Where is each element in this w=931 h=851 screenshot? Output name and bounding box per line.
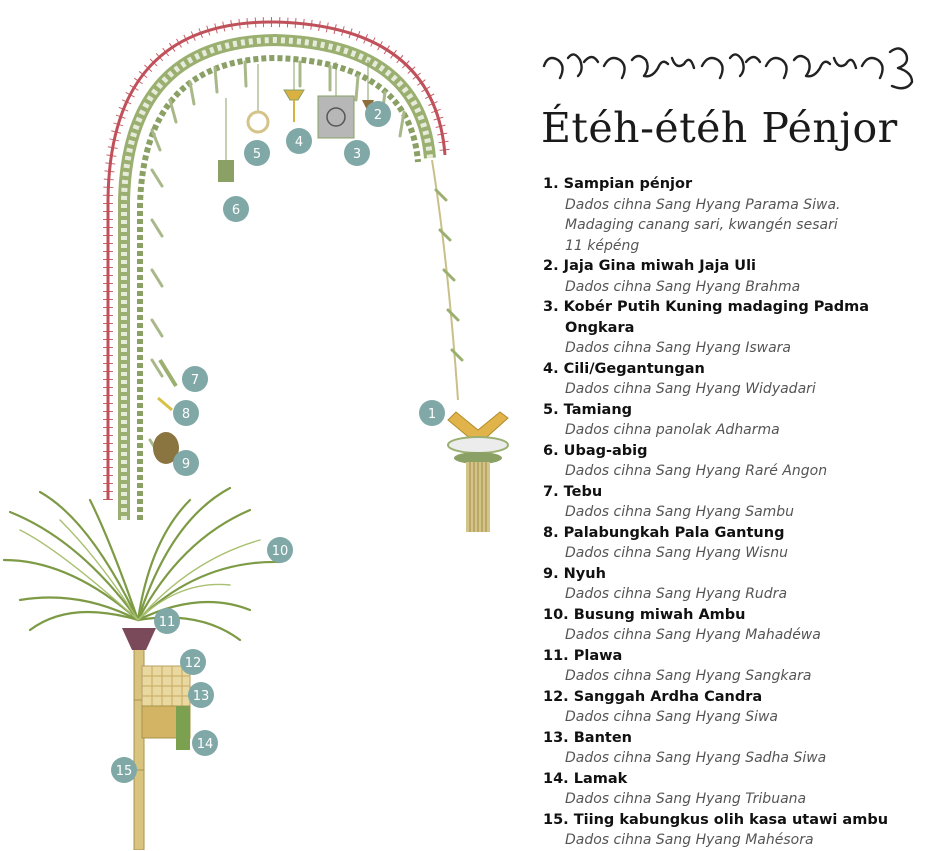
svg-text:15: 15 (115, 764, 133, 779)
legend-item-label: Nyuh (563, 565, 606, 582)
legend-item-label: Ubag-abig (563, 442, 648, 459)
legend-item-number: 4. (543, 360, 559, 377)
legend-item-description: Dados cihna Sang Hyang Sangkara (565, 668, 812, 684)
legend-item-number: 2. (543, 258, 559, 274)
svg-text:6: 6 (231, 203, 241, 218)
legend-item (543, 482, 928, 523)
legend-item-number: 9. (543, 565, 559, 582)
legend-item (543, 359, 928, 400)
legend-item-number: 5. (543, 401, 559, 418)
legend-item-label: Tamiang (563, 401, 633, 418)
legend-item-number: 10. (543, 606, 569, 623)
legend-item-label: Kobér Putih Kuning madaging Padma (563, 299, 870, 315)
legend-item-title (543, 564, 928, 585)
legend-item (543, 400, 928, 441)
legend-item (543, 297, 928, 359)
balinese-script-title (540, 38, 920, 98)
legend-item-number: 11. (543, 647, 569, 664)
svg-text:13: 13 (192, 689, 210, 704)
svg-text:5: 5 (252, 147, 262, 162)
legend-item-number: 7. (543, 483, 559, 500)
balinese-script-text: ᬏᬢᬾᬳ᭄ᬏᬢᬾᬳ᭄ᬧᬾᬜ᭄ᬚᭀᬃ (540, 38, 552, 39)
legend-item-description: Dados cihna Sang Hyang Parama Siwa. (565, 196, 841, 213)
legend-item-label: Palabungkah Pala Gantung (563, 524, 785, 541)
svg-text:9: 9 (181, 457, 191, 472)
legend-item-title (543, 605, 928, 626)
legend-item-number: 3. (543, 299, 559, 315)
svg-text:4: 4 (294, 135, 304, 150)
legend-item-description: Dados cihna Sang Hyang Sadha Siwa (565, 750, 827, 766)
svg-text:2: 2 (373, 108, 383, 123)
label-badge-3 (344, 140, 370, 166)
legend-item-label: Tiing kabungkus olih kasa utawi ambu (573, 811, 889, 828)
legend-item-title (543, 728, 928, 749)
legend-item-label: Tebu (563, 483, 603, 500)
label-badge-2 (365, 101, 391, 127)
svg-text:10: 10 (271, 544, 289, 559)
svg-text:1: 1 (427, 407, 437, 422)
legend-item-label: Cili/Gegantungan (563, 360, 705, 377)
legend-item-description: Dados cihna Sang Hyang Mahadéwa (565, 627, 821, 643)
legend-item-title (543, 359, 928, 380)
label-badge-12 (180, 649, 206, 675)
sanggah (142, 666, 190, 750)
plawa (122, 628, 156, 650)
legend-item-label: Sanggah Ardha Candra (573, 688, 763, 705)
label-badge-14 (192, 730, 218, 756)
label-badge-15 (111, 757, 137, 783)
legend-item-label: Plawa (573, 647, 623, 664)
legend-item-label: Banten (573, 729, 632, 746)
legend-item-description: Dados cihna Sang Hyang Siwa (565, 709, 779, 725)
legend-item-description: Madaging canang sari, kwangén sesari (565, 217, 838, 233)
label-badge-9 (173, 450, 199, 476)
legend-item-number: 8. (543, 524, 559, 541)
svg-text:7: 7 (190, 373, 200, 388)
label-badge-8 (173, 400, 199, 426)
legend-item-number: 13. (543, 729, 569, 746)
legend-item-title-continued: Ongkara (565, 319, 635, 336)
label-badge-4 (286, 128, 312, 154)
label-badge-11 (154, 608, 180, 634)
legend-item-title (543, 400, 928, 421)
label-badge-5 (244, 140, 270, 166)
legend-item-title (543, 769, 928, 790)
legend-item-number: 15. (543, 811, 569, 828)
svg-text:3: 3 (352, 147, 362, 162)
legend-item-description: Dados cihna Sang Hyang Raré Angon (565, 463, 828, 479)
legend-item-label: Jaja Gina miwah Jaja Uli (563, 258, 757, 274)
legend-item-description: Dados cihna Sang Hyang Iswara (565, 340, 791, 356)
legend-item (543, 810, 928, 851)
legend-item-label: Lamak (573, 770, 628, 787)
legend-item-title (543, 687, 928, 708)
legend-item (543, 174, 928, 256)
legend-item-title (543, 482, 928, 503)
label-badge-13 (188, 682, 214, 708)
legend-item-description: Dados cihna panolak Adharma (565, 422, 780, 438)
legend-item-description: Dados cihna Sang Hyang Brahma (565, 278, 801, 295)
legend-item-description: Dados cihna Sang Hyang Rudra (565, 586, 788, 602)
legend-item-title (543, 256, 928, 277)
label-badge-10 (267, 537, 293, 563)
legend-item (543, 728, 928, 769)
legend-item-title (543, 174, 928, 195)
legend-item-description: Dados cihna Sang Hyang Mahésora (565, 832, 814, 848)
legend-item-description: Dados cihna Sang Hyang Widyadari (565, 381, 816, 397)
legend-item (543, 564, 928, 605)
label-badge-7 (182, 366, 208, 392)
legend-item-description: 11 képéng (565, 237, 640, 254)
legend-item-title (543, 810, 928, 831)
legend-item-title (543, 441, 928, 462)
legend-item-label: Busung miwah Ambu (573, 606, 746, 623)
legend-item-title (543, 523, 928, 544)
legend-item-number: 12. (543, 688, 569, 705)
legend-item-title (543, 297, 928, 318)
legend-item (543, 769, 928, 810)
legend-item (543, 605, 928, 646)
legend-item-number: 6. (543, 442, 559, 459)
legend-item (543, 441, 928, 482)
svg-text:14: 14 (196, 737, 214, 752)
legend-item-description: Dados cihna Sang Hyang Wisnu (565, 545, 788, 561)
svg-text:11: 11 (158, 615, 176, 630)
legend-item-description: Dados cihna Sang Hyang Sambu (565, 504, 795, 520)
legend-item-number: 14. (543, 770, 569, 787)
label-badge-1 (419, 400, 445, 426)
legend-list (543, 174, 928, 851)
legend-item (543, 687, 928, 728)
sampian-penjor (448, 412, 508, 532)
legend-item (543, 256, 928, 297)
page-title: Étéh-étéh Pénjor (541, 104, 898, 152)
legend-item (543, 523, 928, 564)
legend-item-number: 1. (543, 176, 559, 192)
legend-item (543, 646, 928, 687)
label-badge-6 (223, 196, 249, 222)
legend-item-description: Dados cihna Sang Hyang Tribuana (565, 791, 807, 807)
legend-item-label: Sampian pénjor (563, 176, 693, 192)
svg-text:8: 8 (181, 407, 191, 422)
svg-text:12: 12 (184, 656, 202, 671)
legend-item-title (543, 646, 928, 667)
arch-fringe (150, 62, 404, 456)
